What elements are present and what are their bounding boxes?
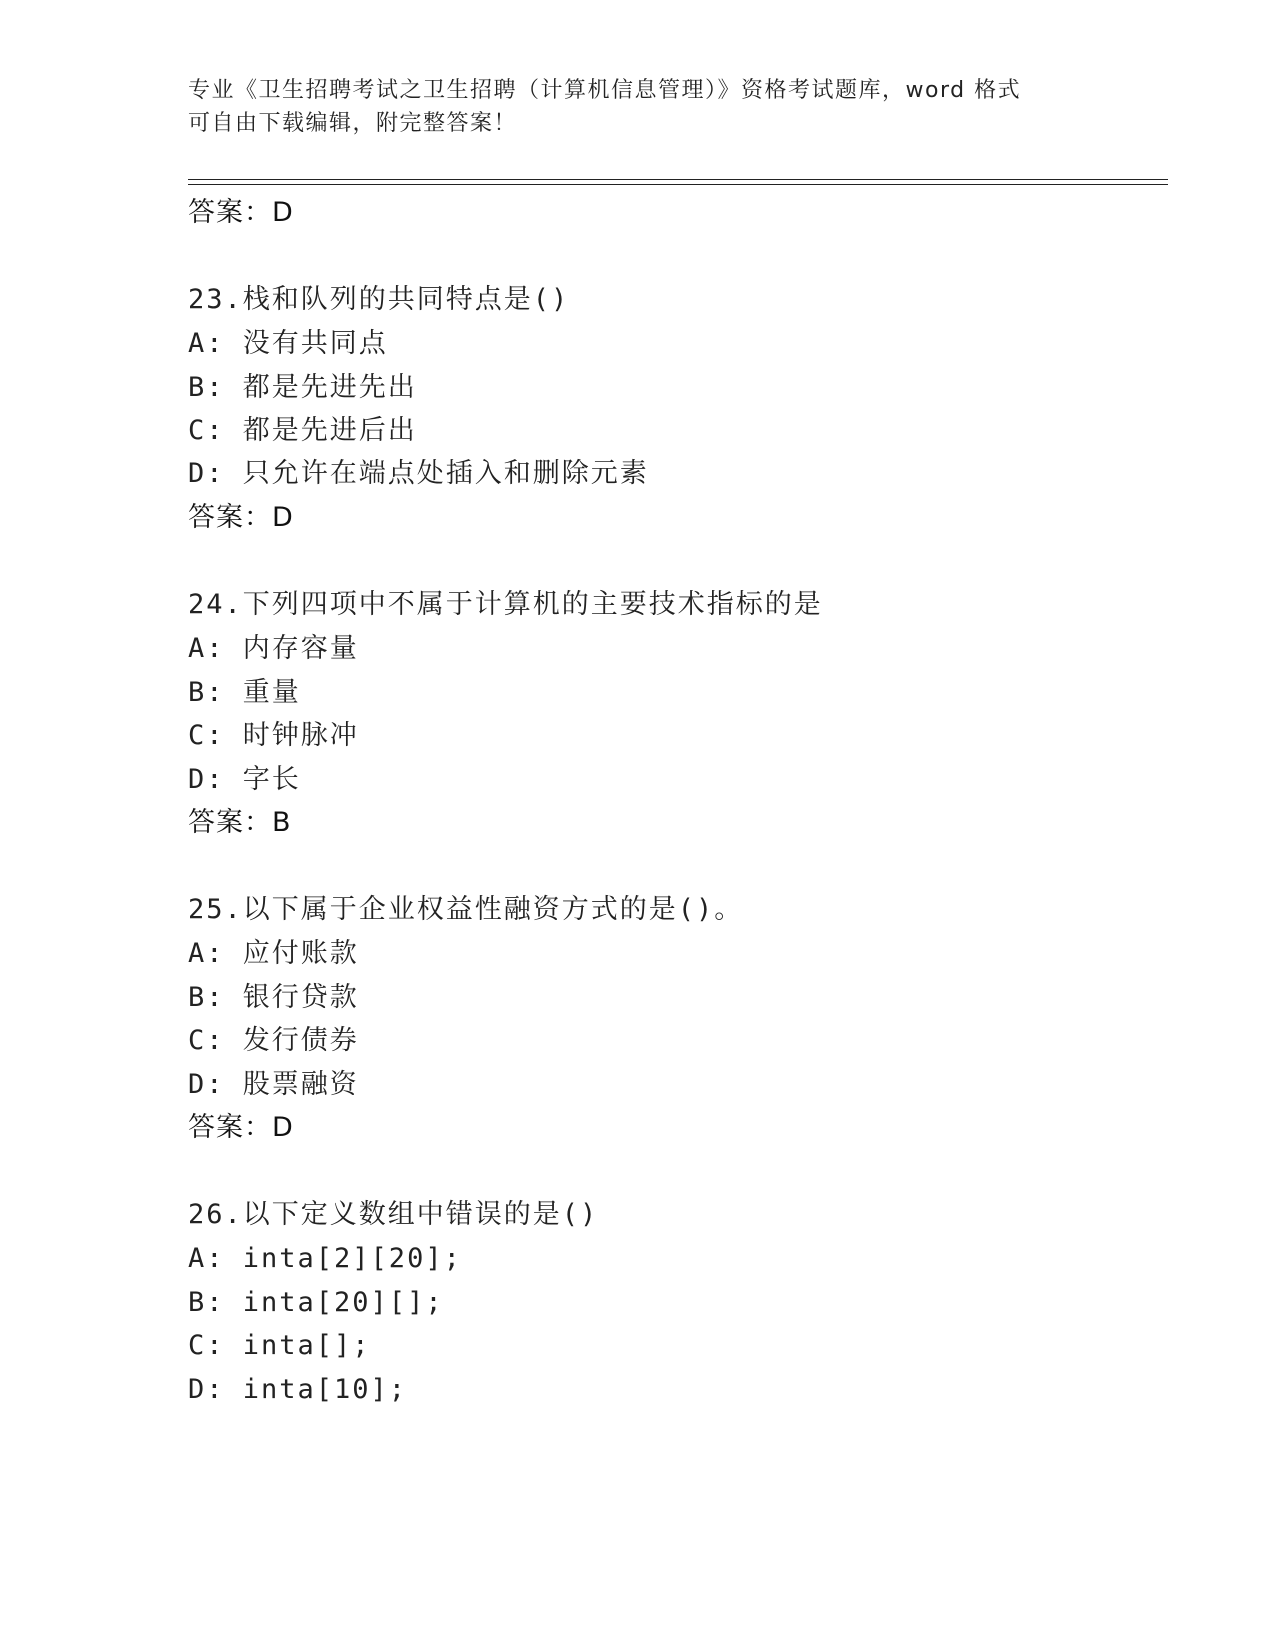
option-d: D: 只允许在端点处插入和删除元素 (188, 458, 649, 489)
option-b: B: 银行贷款 (188, 982, 359, 1013)
answer-line: 答案：D (188, 1112, 294, 1143)
question-stem: 23.栈和队列的共同特点是() (188, 284, 570, 315)
question-stem: 25.以下属于企业权益性融资方式的是()。 (188, 894, 744, 925)
header-line-1: 专业《卫生招聘考试之卫生招聘（计算机信息管理）》资格考试题库，word 格式 (188, 78, 1022, 103)
option-d: D: inta[10]; (188, 1374, 408, 1405)
header-divider-bottom (188, 184, 1168, 185)
previous-answer: 答案：D (188, 197, 294, 228)
question-stem: 24.下列四项中不属于计算机的主要技术指标的是 (188, 589, 823, 620)
option-a: A: 应付账款 (188, 938, 359, 969)
answer-line: 答案：B (188, 807, 292, 838)
option-c: C: 时钟脉冲 (188, 720, 359, 751)
header-line-2: 可自由下载编辑，附完整答案！ (188, 111, 518, 136)
option-a: A: 内存容量 (188, 633, 359, 664)
question-stem: 26.以下定义数组中错误的是() (188, 1199, 599, 1230)
header-divider-top (188, 179, 1168, 180)
document-header (188, 74, 1088, 140)
option-d: D: 股票融资 (188, 1069, 359, 1100)
option-b: B: 都是先进先出 (188, 372, 417, 403)
option-a: A: 没有共同点 (188, 328, 388, 359)
option-b: B: inta[20][]; (188, 1287, 444, 1318)
option-b: B: 重量 (188, 677, 301, 708)
option-c: C: inta[]; (188, 1330, 371, 1361)
option-c: C: 都是先进后出 (188, 415, 417, 446)
option-d: D: 字长 (188, 764, 301, 795)
answer-line: 答案：D (188, 502, 294, 533)
option-c: C: 发行债券 (188, 1025, 359, 1056)
option-a: A: inta[2][20]; (188, 1243, 462, 1274)
